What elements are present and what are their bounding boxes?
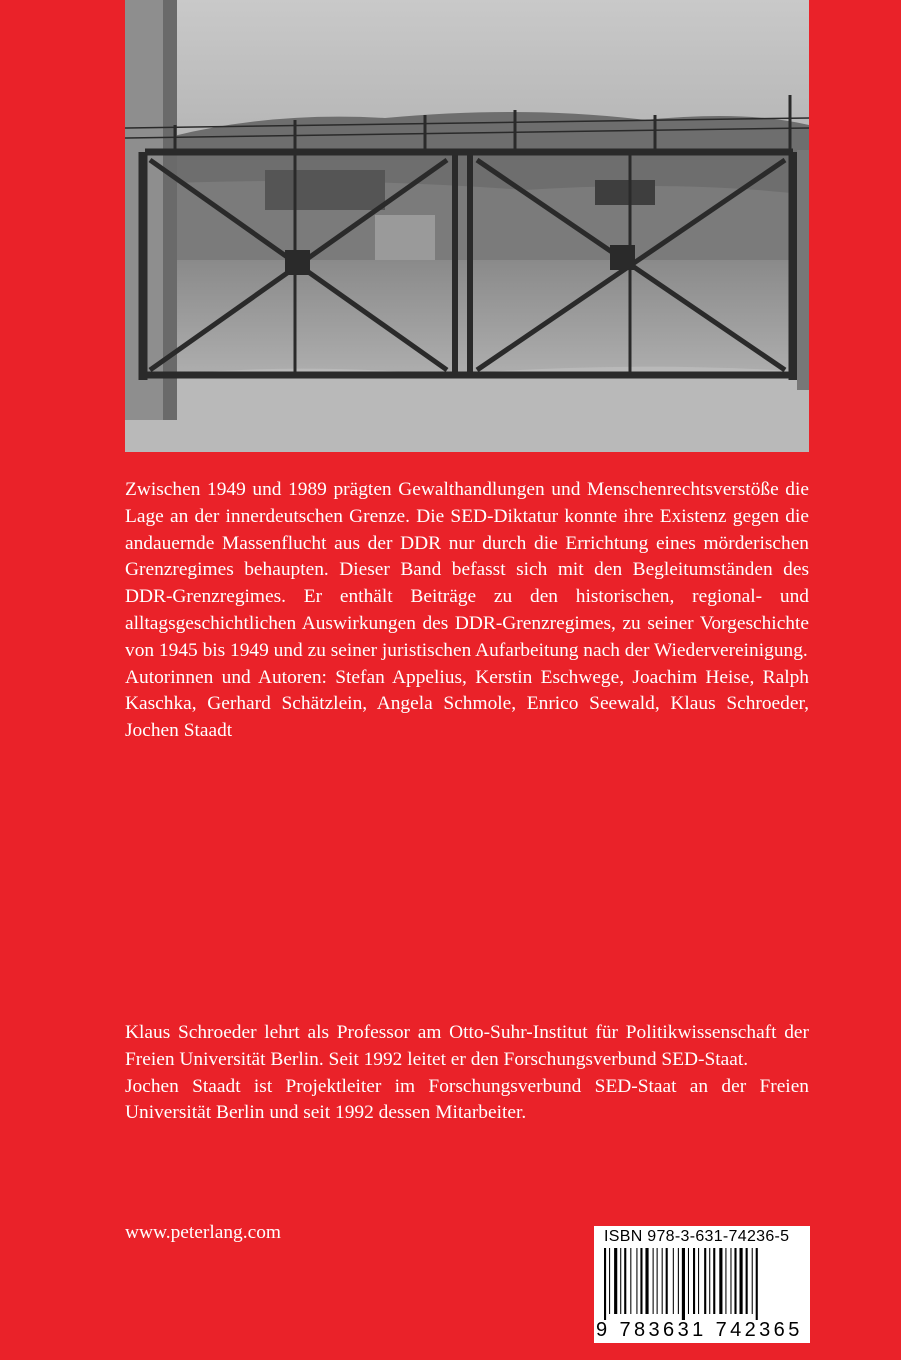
barcode-bar — [730, 1248, 731, 1314]
barcode-bar — [756, 1248, 758, 1320]
barcode-bar — [604, 1248, 606, 1320]
barcode-bar — [614, 1248, 617, 1314]
barcode-bar — [740, 1248, 743, 1314]
barcode-bar — [752, 1248, 753, 1314]
barcode-bar — [734, 1248, 736, 1314]
barcode-bar — [666, 1248, 668, 1314]
barcode-bar — [693, 1248, 695, 1314]
barcode-bar — [673, 1248, 674, 1314]
barcode-bar — [704, 1248, 706, 1314]
barcode-bar — [678, 1248, 679, 1314]
border-gate-photo — [125, 0, 809, 452]
barcode-bar — [620, 1248, 621, 1314]
barcode-bar — [630, 1248, 631, 1314]
blurb-text — [125, 477, 809, 745]
barcode-bar — [609, 1248, 610, 1314]
barcode-bar — [709, 1248, 710, 1314]
barcode-bar — [662, 1248, 663, 1314]
barcode-bar — [725, 1248, 726, 1314]
cover-photo — [125, 0, 809, 452]
bio-schroeder: Klaus Schroeder lehrt als Professor am Otto-Suhr-Institut für Politikwissenschaft der Freien Universität Berlin. Seit 1992 leitet er den Forschungsverbund SED-Staat. — [125, 1022, 809, 1070]
barcode-bars — [600, 1248, 804, 1320]
blurb-paragraph: Zwischen 1949 und 1989 prägten Gewalthandlungen und Menschenrechtsverstöße die Lage an der innerdeutschen Grenze. Die SED-Diktatur konnte ihre Existenz gegen die andauernde Massenflucht aus der DDR nur durch die Errichtung eines mörderischen Grenzregimes behaupten. Dieser Band befasst sich mit den Begleitumständen des DDR-Grenzregimes. Er enthält Beiträge zu den historischen, regional- und alltagsgeschichtlichen Auswirkungen des DDR-Grenzregimes, zu seiner Vorgeschichte von 1945 bis 1949 und zu seiner juristischen Aufarbeitung nach der Wiedervereinigung. — [125, 479, 809, 661]
isbn-label: ISBN 978-3-631-74236-5 — [604, 1228, 790, 1245]
barcode-bar — [657, 1248, 658, 1314]
authors-line: Autorinnen und Autoren: Stefan Appelius, Kerstin Eschwege, Joachim Heise, Ralph Kaschka, Gerhard Schätzlein, Angela Schmole, Enrico Seewald, Klaus Schroeder, Jochen Staadt — [125, 666, 809, 742]
barcode-digits: 9 783631 742365 — [596, 1319, 803, 1341]
barcode-bar — [636, 1248, 637, 1314]
bio-staadt: Jochen Staadt ist Projektleiter im Forschungsverbund SED-Staat an der Freien Universität Berlin und seit 1992 dessen Mitarbeiter. — [125, 1075, 809, 1124]
barcode-bar — [645, 1248, 648, 1314]
barcode-bar — [640, 1248, 642, 1314]
barcode-bar — [713, 1248, 715, 1314]
barcode-bar — [746, 1248, 748, 1314]
editors-bio — [125, 1020, 809, 1127]
barcode-bar — [719, 1248, 722, 1314]
barcode-bar — [698, 1248, 699, 1314]
barcode-bar — [682, 1248, 685, 1320]
publisher-url[interactable]: www.peterlang.com — [125, 1222, 281, 1243]
barcode-bar — [688, 1248, 689, 1314]
isbn-barcode — [594, 1226, 810, 1343]
barcode-bar — [653, 1248, 654, 1314]
barcode-bar — [624, 1248, 626, 1314]
